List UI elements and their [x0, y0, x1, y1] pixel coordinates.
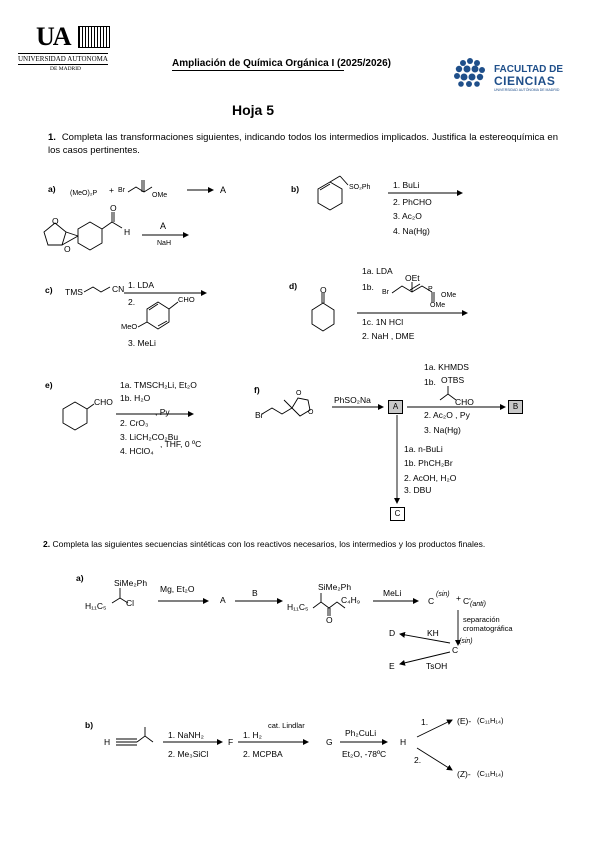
- q2a-D: D: [389, 628, 396, 638]
- q1c-step3: 3. MeLi: [128, 338, 156, 348]
- q1e-thf: , THF, 0 ºC: [160, 439, 202, 449]
- q2b-step1: 1. NaNH₂: [168, 730, 204, 740]
- q1a-o2: O: [64, 244, 71, 254]
- alkyne-structure: [116, 727, 153, 745]
- q1f-step1a: 1a. KHMDS: [424, 362, 469, 372]
- q1f-otbs: OTBS: [441, 375, 465, 385]
- q1b-step1: 1. BuLi: [393, 180, 420, 190]
- q2a-tsoh: TsOH: [426, 661, 448, 671]
- q1d-ome2: OMe: [430, 302, 446, 309]
- q2b-F: F: [228, 737, 234, 747]
- q1b-step2: 2. PhCHO: [393, 197, 432, 207]
- q1d-ketone-o: O: [320, 285, 327, 295]
- q2a-h11c5: H₁₁C₅: [85, 601, 107, 611]
- q1f-down3: 2. AcOH, H₂O: [404, 473, 457, 483]
- q1f-cho: CHO: [455, 397, 474, 407]
- q1f-o1: O: [296, 390, 302, 397]
- q1f-step2: 2. Ac₂O , Py: [424, 410, 470, 420]
- q1b-step4: 4. Na(Hg): [393, 226, 430, 236]
- q2a-E: E: [389, 661, 395, 671]
- q1b-so2ph: SO₂Ph: [349, 184, 371, 191]
- q2a-o: O: [326, 615, 333, 625]
- faculty-line1: FACULTAD DE: [494, 64, 564, 75]
- q1f-down2: 1b. PhCH₂Br: [404, 458, 453, 468]
- q1f-box-a: A: [388, 400, 403, 414]
- q1f-o2: O: [308, 409, 314, 416]
- q1f-reagent: PhSO₂Na: [334, 395, 371, 405]
- q2a-h11c5-2: H₁₁C₅: [287, 602, 309, 612]
- q1e-step4: 4. HClO₄: [120, 446, 154, 456]
- q2b-mcpba: 2. MCPBA: [243, 749, 283, 759]
- cyclohexanecarbaldehyde-structure: [63, 402, 94, 430]
- q2b-route2: 2.: [414, 755, 422, 765]
- q2a-c2: C: [452, 645, 459, 655]
- q2b-route1: 1.: [421, 717, 429, 727]
- cyclohexanone-structure: [312, 293, 334, 331]
- q1a-arrow-bottom: NaH: [157, 240, 172, 247]
- q1e-step1b: 1b. H₂O: [120, 393, 151, 403]
- q1c-label: c): [45, 285, 53, 295]
- phosphonate-structure: [128, 180, 152, 192]
- q1f-down1: 1a. n-BuLi: [404, 444, 443, 454]
- q2b-label: b): [85, 720, 94, 730]
- q2b-prod-e: (E)-: [457, 716, 472, 726]
- q1f-step3: 3. Na(Hg): [424, 425, 461, 435]
- q2b-G: G: [326, 737, 333, 747]
- q2b-h: H: [104, 737, 111, 747]
- q2-paragraph: 2. Completa las siguientes secuencias sintéticas con los reactivos necesarios, los intermedios y los productos finales.: [43, 539, 486, 549]
- q1a-product: A: [220, 185, 227, 195]
- q1a-label: a): [48, 184, 56, 194]
- q1a-reagent1: (MeO)₂P: [70, 190, 98, 197]
- q1d-step2: 2. NaH , DME: [362, 331, 415, 341]
- uam-name: UNIVERSIDAD AUTONOMA: [18, 55, 108, 63]
- q2a-mg: Mg, Et₂O: [160, 584, 195, 594]
- q1f-step1b: 1b.: [424, 377, 436, 387]
- otbs-aldehyde-structure: [440, 386, 456, 400]
- q2b-cond: Et₂O, -78ºC: [342, 749, 387, 759]
- q2b-prod-z: (Z)-: [457, 769, 471, 779]
- q1d-ome1: OMe: [441, 292, 457, 299]
- q1d-step1c: 1c. 1N HCl: [362, 317, 404, 327]
- q1f-label: f): [254, 385, 260, 395]
- q2a-cl: Cl: [126, 598, 135, 608]
- q2a-sep1: separación: [463, 615, 500, 624]
- q2b-H: H: [400, 737, 407, 747]
- q1c-cn: CN: [112, 284, 125, 294]
- cyclohexenyl-sulfone-structure: [318, 176, 348, 210]
- q1e-step1a: 1a. TMSCH₂Li, Et₂O: [120, 380, 197, 390]
- q2b-lindlar: cat. Lindlar: [268, 721, 305, 730]
- q1a-plus: +: [109, 185, 114, 195]
- q1f-down4: 3. DBU: [404, 485, 432, 495]
- q1d-br: Br: [382, 289, 389, 296]
- uam-sub: DE MADRID: [50, 66, 82, 72]
- q2a-label: a): [76, 573, 84, 583]
- q2-text: Completa las siguientes secuencias sintéticas con los reactivos necesarios, los intermedios y los productos finales.: [52, 539, 486, 549]
- q2a-sime2ph: SiMe₂Ph: [114, 578, 148, 588]
- tms-acetonitrile-structure: [84, 287, 110, 292]
- q2b-step2: 2. Me₃SiCl: [168, 749, 209, 759]
- q2a-c-anti: C': [463, 596, 471, 606]
- page-title: Hoja 5: [232, 102, 275, 118]
- arrow-2b-down: [417, 748, 452, 770]
- q1c-tms: TMS: [65, 287, 83, 297]
- q1e-step2: 2. CrO₃: [120, 418, 149, 428]
- q1e-py: , Py: [155, 407, 170, 417]
- q1d-label: d): [289, 281, 298, 291]
- q2b-formula-e: (C₁₁H₁₄): [477, 716, 504, 725]
- q1e-step3: 3. LiCH₂CO₂Bu: [120, 432, 179, 442]
- bromo-dioxolane-structure: [262, 398, 310, 416]
- q1a-cho-h: H: [124, 227, 131, 237]
- q1-text: Completa las transformaciones siguientes, indicando todos los intermedios implicados. Justifica la estereoquímica en los casos pertinentes.: [48, 132, 558, 156]
- arrow-2a-D: [400, 634, 450, 643]
- q2b-h2: 1. H₂: [243, 730, 262, 740]
- q1a-o1: O: [52, 216, 59, 226]
- q1e-label: e): [45, 380, 53, 390]
- q1d-oet: OEt: [405, 273, 420, 283]
- q1a-arrow-top: A: [160, 221, 167, 231]
- q1c-cho: CHO: [178, 295, 195, 304]
- q1f-box-b: B: [508, 400, 523, 414]
- q2a-sime2ph2: SiMe₂Ph: [318, 582, 352, 592]
- faculty-line3: UNIVERSIDAD AUTÓNOMA DE MADRID: [494, 88, 560, 92]
- q2a-sep2: cromatográfica: [463, 624, 513, 633]
- q1-number: 1: [48, 132, 54, 143]
- uam-monogram: UA: [36, 22, 70, 51]
- q2a-A: A: [220, 595, 226, 605]
- q1b-label: b): [291, 184, 300, 194]
- q1e-cho: CHO: [94, 397, 113, 407]
- q1f-box-c: C: [390, 507, 405, 521]
- q2a-sin2: (sin): [459, 638, 473, 645]
- faculty-line2: CIENCIAS: [494, 74, 556, 88]
- q2-number: 2: [43, 539, 48, 549]
- q2a-B: B: [252, 588, 258, 598]
- q2b-cuprate: Ph₂CuLi: [345, 728, 377, 738]
- q1a-ome: OMe: [152, 192, 168, 199]
- q1b-step3: 3. Ac₂O: [393, 211, 422, 221]
- q1f-br: Br: [255, 410, 264, 420]
- q2a-c-sin: C: [428, 596, 435, 606]
- q1d-step1a: 1a. LDA: [362, 266, 393, 276]
- q1c-step2: 2.: [128, 297, 136, 307]
- anisaldehyde-structure: [138, 302, 178, 329]
- q2a-c4h9: C₄H₉: [341, 595, 361, 605]
- q1a-cho-o: O: [110, 203, 117, 213]
- q2a-sin: (sin): [436, 591, 450, 598]
- course-title: Ampliación de Química Orgánica I (2025/2026): [172, 58, 391, 69]
- q1d-step1b: 1b.: [362, 282, 374, 292]
- q1a-reagent2: Br: [118, 187, 125, 194]
- q1c-meo: MeO: [121, 322, 138, 331]
- q2a-kh: KH: [427, 628, 439, 638]
- q2a-plus: +: [456, 593, 461, 603]
- q1-paragraph: 1. Completa las transformaciones siguientes, indicando todos los intermedios implicados. Justifica la estereoquímica en los casos pertinentes.: [48, 132, 558, 156]
- q2b-formula-z: (C₁₁H₁₄): [477, 769, 504, 778]
- q2a-meli: MeLi: [383, 588, 402, 598]
- q2a-anti: (anti): [470, 601, 486, 608]
- q1d-p: P: [428, 286, 433, 293]
- q1c-step1: 1. LDA: [128, 280, 154, 290]
